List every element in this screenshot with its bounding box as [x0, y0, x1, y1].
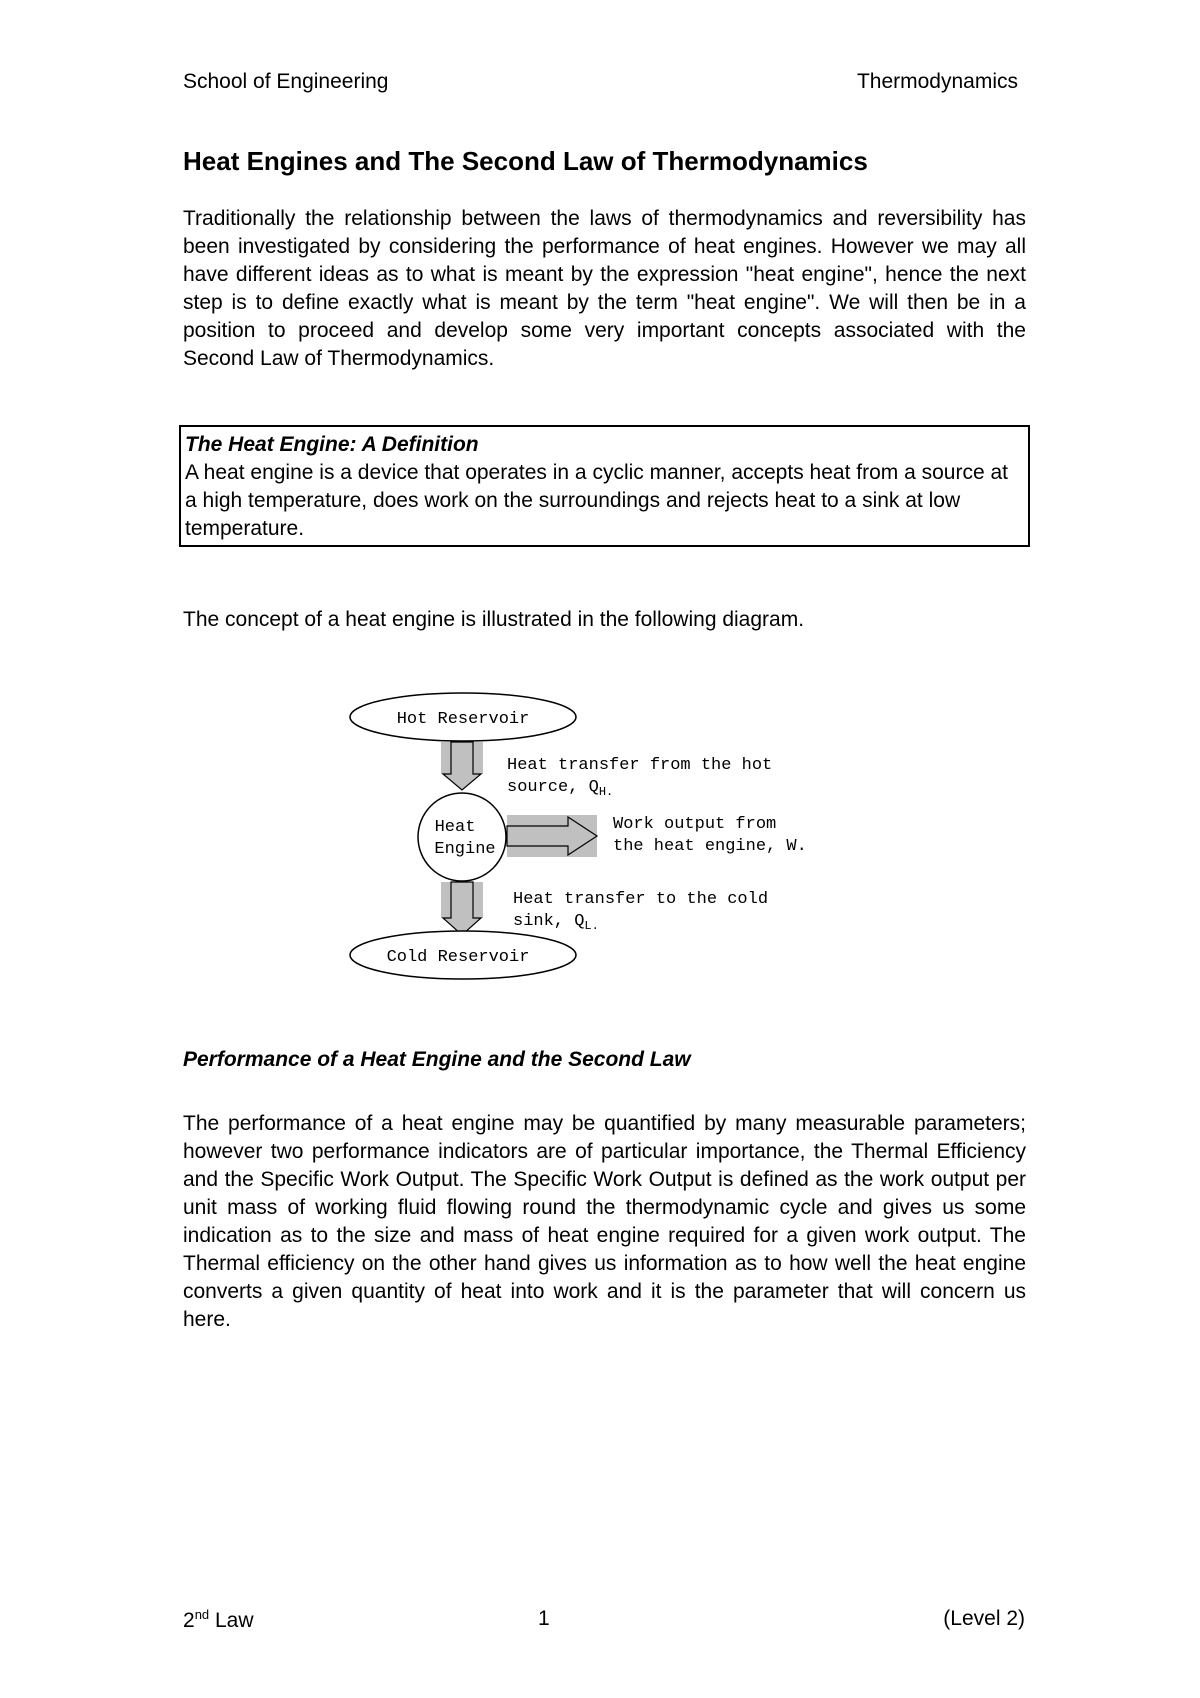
definition-box [179, 425, 1030, 547]
heat-engine-circle [418, 793, 506, 881]
header-subject: Thermodynamics [856, 70, 1018, 93]
hot-reservoir-label: Hot Reservoir [396, 710, 530, 729]
definition-body: A heat engine is a device that operates in a cyclic manner, accepts heat from a source at a high temperature, does work on the surroundings and rejects heat to a sink at low temperature. [185, 461, 1008, 540]
performance-paragraph: The performance of a heat engine may be quantified by many measurable parameters; however two performance indicators are of particular importance, the Thermal Efficiency and the Specific Work Output. The Specific Work Output is defined as the work output per unit mass of working fluid flowing round the thermodynamic cycle and gives us some indication as to the size and mass of heat engine required for a given work output. The Thermal efficiency on the other hand gives us information as to how well the heat engine converts a given quantity of heat into work and it is the parameter that will concern us here. [183, 1112, 1026, 1331]
concept-text: The concept of a heat engine is illustrated in the following diagram. [183, 608, 805, 631]
definition-title: The Heat Engine: A Definition [185, 433, 479, 456]
cold-reservoir-label: Cold Reservoir [386, 948, 530, 967]
engine-label-line2: Engine [434, 840, 496, 859]
work-output-label-line2: the heat engine, W. [613, 837, 807, 856]
footer-page-number: 1 [538, 1607, 550, 1630]
work-output-arrow [507, 815, 597, 857]
hot-heat-arrow [441, 742, 483, 790]
cold-heat-arrow [441, 882, 483, 935]
page-title: Heat Engines and The Second Law of Thermodynamics [183, 146, 868, 176]
intro-paragraph: Traditionally the relationship between the laws of thermodynamics and reversibility has been investigated by considering the performance of heat engines. However we may all have different ideas as to what is meant by the expression "heat engine", hence the next step is to define exactly what is meant by the term "heat engine". We will then be in a position to proceed and develop some very important concepts associated with the Second Law of Thermodynamics. [183, 207, 1026, 370]
hot-transfer-label-line2: source, $Q_{H.}$ [507, 778, 614, 799]
work-output-label-line1: Work output from [613, 815, 777, 834]
cold-transfer-label-line2: sink, $Q_{L.}$ [513, 912, 599, 933]
footer-level: (Level 2) [943, 1607, 1025, 1630]
hot-transfer-label-line1: Heat transfer from the hot [507, 756, 773, 775]
engine-label-line1: Heat [434, 818, 476, 837]
heat-engine-diagram [340, 685, 860, 985]
header-school: School of Engineering [183, 70, 389, 93]
performance-heading: Performance of a Heat Engine and the Second Law [183, 1048, 691, 1071]
cold-transfer-label-line1: Heat transfer to the cold [513, 890, 769, 909]
footer-law: 2nd Law [183, 1607, 254, 1632]
